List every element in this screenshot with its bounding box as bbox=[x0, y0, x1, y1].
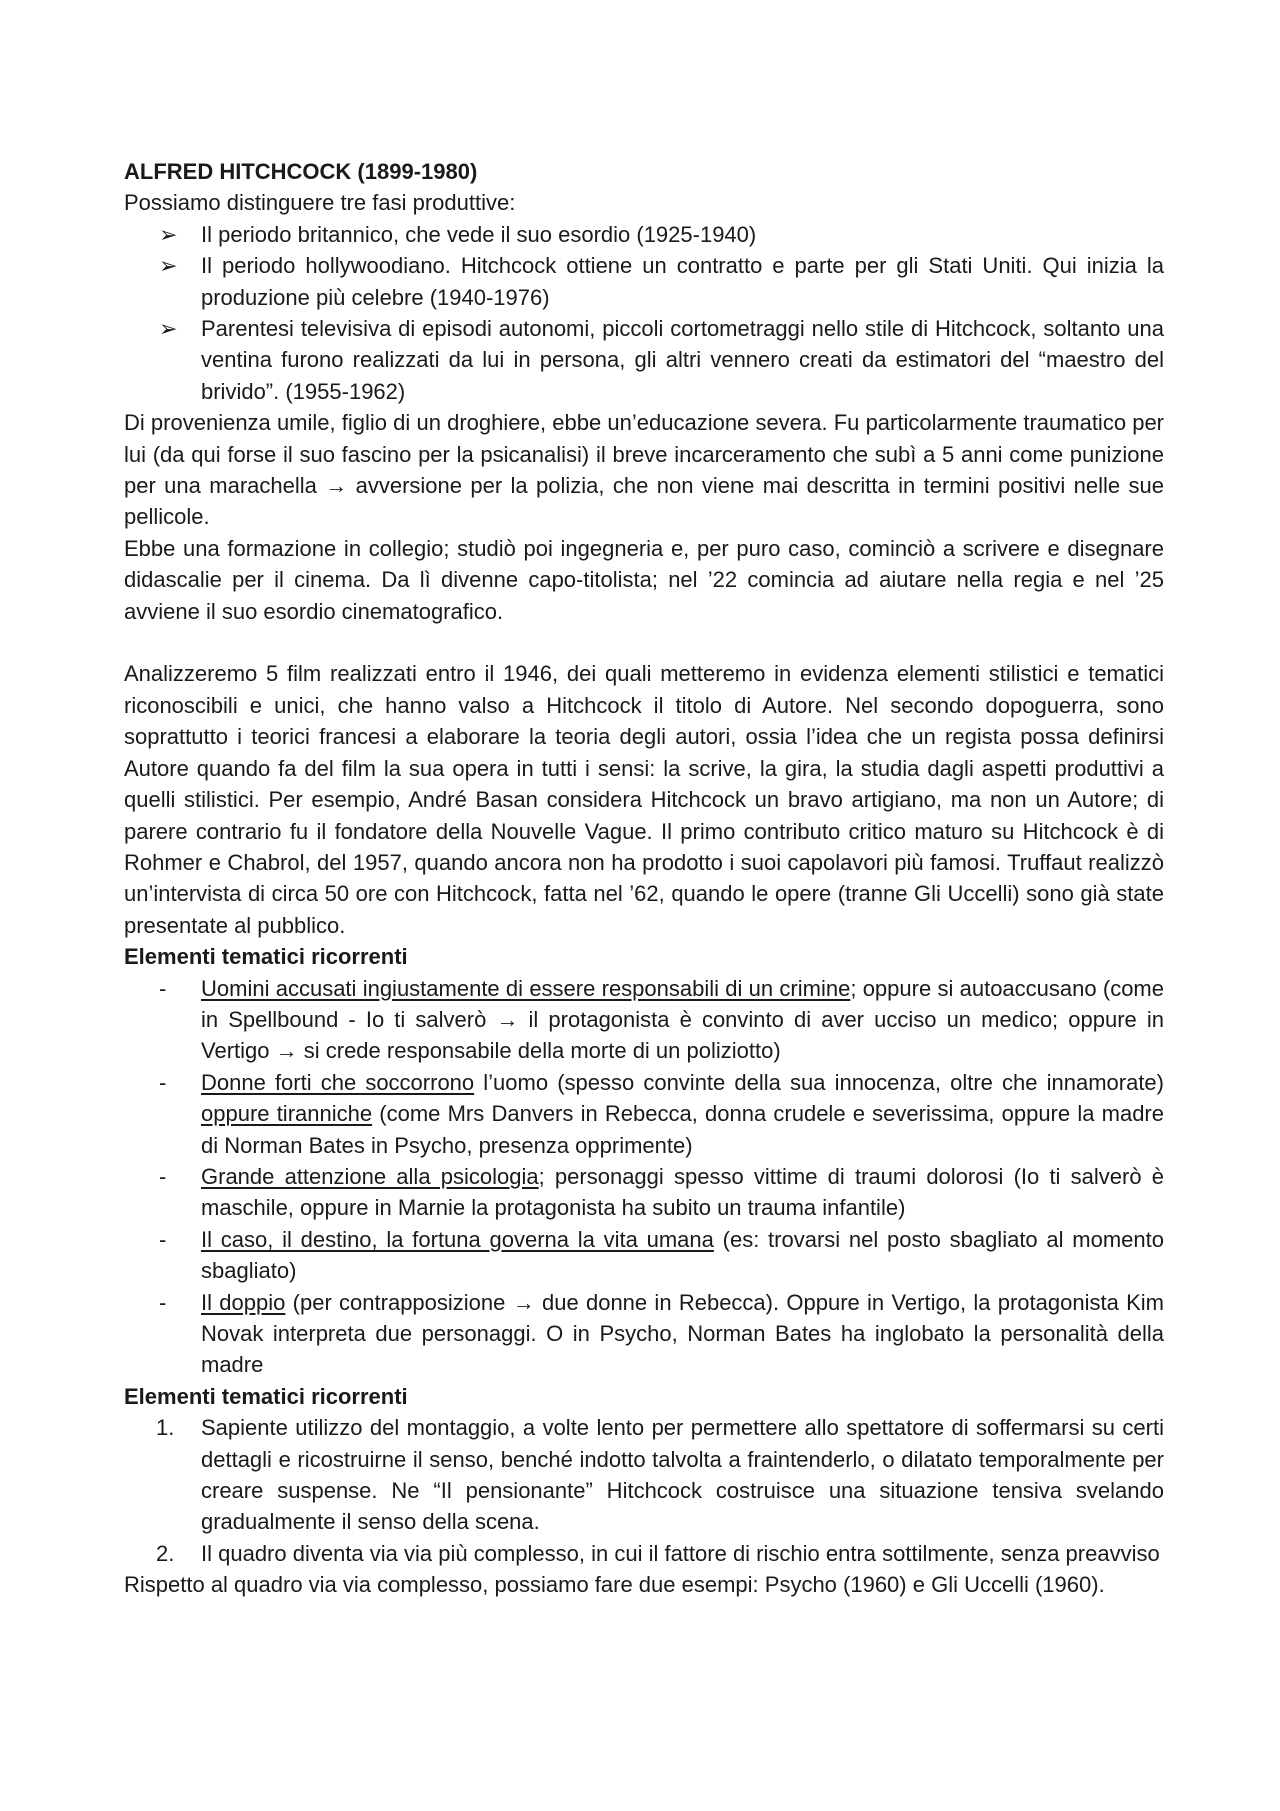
intro-text: Possiamo distinguere tre fasi produttive: bbox=[124, 190, 516, 216]
dash-bullet: - bbox=[159, 1069, 167, 1095]
themes-list bbox=[124, 973, 1164, 1381]
list-item: ➢ Il periodo hollywoodiano. Hitchcock ottiene un contratto e parte per gli Stati Uniti. Qui inizia la produzione più celebre (1940-1976) bbox=[124, 250, 1164, 313]
list-item: ➢ Il periodo britannico, che vede il suo esordio (1925-1940) bbox=[124, 219, 1164, 250]
biography-paragraph: Di provenienza umile, figlio di un droghiere, ebbe un’educazione severa. Fu particolarmente traumatico per lui (da qui forse il suo fascino per la psicanalisi) il breve incarceramento che subì a 5 anni come punizione per una marachella → avversione per la polizia, che non viene mai descritta in termini positivi nelle sue pellicole. bbox=[124, 410, 1164, 530]
closing-paragraph: Rispetto al quadro via via complesso, possiamo fare due esempi: Psycho (1960) e Gli Uccelli (1960). bbox=[124, 1572, 1105, 1598]
list-item: - Uomini accusati ingiustamente di essere responsabili di un crimine; oppure si autoaccusano (come in Spellbound - Io ti salverò → il protagonista è convinto di aver ucciso un medico; oppure in Vertigo → si crede responsabile della morte di un poliziotto) bbox=[124, 973, 1164, 1067]
arrow-icon: → bbox=[325, 473, 348, 499]
section-heading: Elementi tematici ricorrenti bbox=[124, 1383, 408, 1409]
arrow-icon: → bbox=[512, 1289, 535, 1315]
dash-bullet: - bbox=[159, 1226, 167, 1252]
arrow-bullet-icon: ➢ bbox=[159, 221, 178, 247]
list-item: - Il caso, il destino, la fortuna governa la vita umana (es: trovarsi nel posto sbagliato al momento sbagliato) bbox=[124, 1224, 1164, 1287]
document-title: ALFRED HITCHCOCK (1899-1980) bbox=[124, 159, 478, 184]
style-list bbox=[124, 1412, 1164, 1569]
phases-list bbox=[124, 219, 1164, 407]
dash-bullet: - bbox=[159, 1163, 167, 1189]
dash-bullet: - bbox=[159, 975, 167, 1001]
arrow-bullet-icon: ➢ bbox=[159, 253, 178, 279]
arrow-icon: → bbox=[496, 1006, 519, 1032]
list-item: - Il doppio (per contrapposizione → due donne in Rebecca). Oppure in Vertigo, la protagonista Kim Novak interpreta due personaggi. O in Psycho, Norman Bates ha inglobato la personalità della madre bbox=[124, 1287, 1164, 1381]
spacer bbox=[124, 627, 1164, 658]
education-paragraph: Ebbe una formazione in collegio; studiò poi ingegneria e, per puro caso, cominciò a scrivere e disegnare didascalie per il cinema. Da lì divenne capo-titolista; nel ’22 comincia ad aiutare nella regia e nel ’25 avviene il suo esordio cinematografico. bbox=[124, 535, 1164, 624]
list-item: - Grande attenzione alla psicologia; personaggi spesso vittime di traumi dolorosi (Io ti salverò è maschile, oppure in Marnie la protagonista ha subito un trauma infantile) bbox=[124, 1161, 1164, 1224]
arrow-bullet-icon: ➢ bbox=[159, 316, 178, 342]
document-page bbox=[124, 156, 1164, 1601]
arrow-icon: → bbox=[275, 1038, 298, 1064]
dash-bullet: - bbox=[159, 1289, 167, 1315]
list-number: 1. bbox=[156, 1415, 175, 1441]
section-heading: Elementi tematici ricorrenti bbox=[124, 944, 408, 970]
list-number: 2. bbox=[156, 1540, 175, 1566]
list-item: 2. Il quadro diventa via via più complesso, in cui il fattore di rischio entra sottilmente, senza preavviso bbox=[124, 1538, 1164, 1569]
list-item: - Donne forti che soccorrono l’uomo (spesso convinte della sua innocenza, oltre che innamorate) oppure tiranniche (come Mrs Danvers in Rebecca, donna crudele e severissima, oppure la madre di Norman Bates in Psycho, presenza opprimente) bbox=[124, 1067, 1164, 1161]
analysis-paragraph: Analizzeremo 5 film realizzati entro il 1946, dei quali metteremo in evidenza elementi stilistici e tematici riconoscibili e unici, che hanno valso a Hitchcock il titolo di Autore. Nel secondo dopoguerra, sono soprattutto i teorici francesi a elaborare la teoria degli autori, ossia l’idea che un regista possa definirsi Autore quando fa del film la sua opera in tutti i sensi: la scrive, la gira, la studia dagli aspetti produttivi a quelli stilistici. Per esempio, André Basan considera Hitchcock un bravo artigiano, ma non un Autore; di parere contrario fu il fondatore della Nouvelle Vague. Il primo contributo critico maturo su Hitchcock è di Rohmer e Chabrol, del 1957, quando ancora non ha prodotto i suoi capolavori più famosi. Truffaut realizzò un’intervista di circa 50 ore con Hitchcock, fatta nel ’62, quando le opere (tranne Gli Uccelli) sono già state presentate al pubblico. bbox=[124, 661, 1164, 938]
list-item: 1. Sapiente utilizzo del montaggio, a volte lento per permettere allo spettatore di soffermarsi su certi dettagli e ricostruirne il senso, benché indotto talvolta a fraintenderlo, o dilatato temporalmente per creare suspense. Ne “Il pensionante” Hitchcock costruisce una situazione tensiva svelando gradualmente il senso della scena. bbox=[124, 1412, 1164, 1538]
list-item: ➢ Parentesi televisiva di episodi autonomi, piccoli cortometraggi nello stile di Hitchcock, soltanto una ventina furono realizzati da lui in persona, gli altri vennero creati da estimatori del “maestro del brivido”. (1955-1962) bbox=[124, 313, 1164, 407]
